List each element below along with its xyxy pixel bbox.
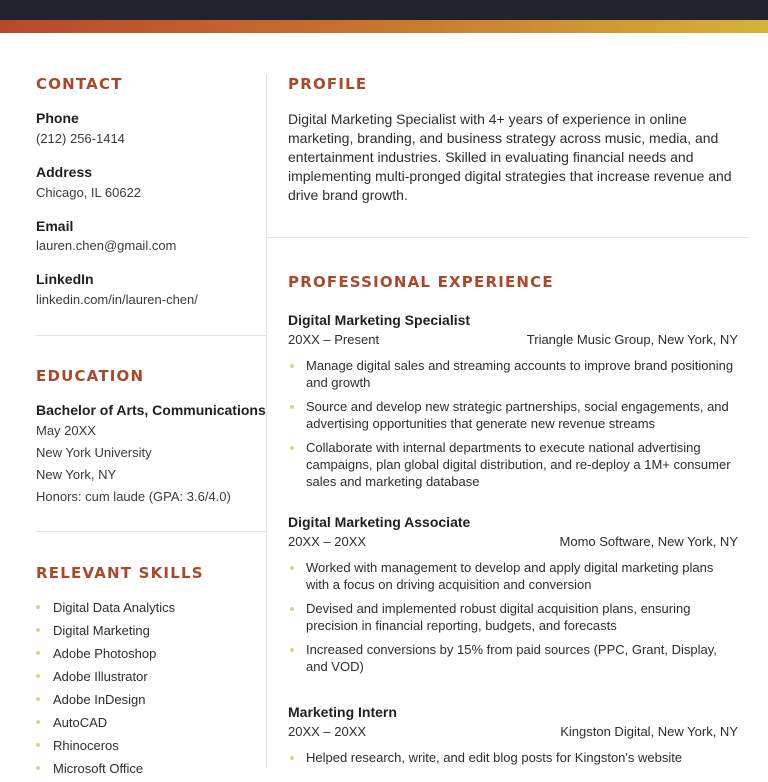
- job-company: Kingston Digital, New York, NY: [560, 724, 738, 739]
- sidebar-divider: [36, 335, 266, 336]
- phone-label: Phone: [36, 110, 79, 126]
- column-divider: [266, 74, 267, 768]
- degree: Bachelor of Arts, Communications: [36, 402, 266, 418]
- skill-item: Rhinoceros: [36, 736, 175, 759]
- linkedin-label: LinkedIn: [36, 271, 94, 287]
- job-dates: 20XX – 20XX: [288, 534, 367, 549]
- job-company: Triangle Music Group, New York, NY: [526, 332, 738, 347]
- skill-item: Digital Marketing: [36, 621, 175, 644]
- job-bullets: [288, 559, 738, 675]
- linkedin-value: linkedin.com/in/lauren-chen/: [36, 292, 198, 307]
- skill-item: Adobe Photoshop: [36, 644, 175, 667]
- job-bullets: [288, 357, 738, 490]
- email-value: lauren.chen@gmail.com: [36, 238, 177, 253]
- address-label: Address: [36, 164, 93, 180]
- job-dates: 20XX – 20XX: [288, 724, 367, 739]
- school: New York University: [36, 445, 152, 460]
- email-label: Email: [36, 218, 74, 234]
- job-dates: 20XX – Present: [288, 332, 380, 347]
- job-meta: [288, 722, 738, 742]
- bullet-item: Source and develop new strategic partnerships, social engagements, and advertising opportunities that generate new revenue streams: [288, 398, 738, 432]
- job-company: Momo Software, New York, NY: [559, 534, 738, 549]
- bullet-item: Collaborate with internal departments to execute national advertising campaigns, plan global digital distribution, and re-deploy a 1M+ consumer sales and marketing database: [288, 439, 738, 490]
- skill-item: Digital Data Analytics: [36, 598, 175, 621]
- job-title: Marketing Intern: [288, 704, 397, 720]
- job-entry: [288, 702, 738, 773]
- job-title: Digital Marketing Specialist: [288, 312, 471, 328]
- skill-item: Microsoft Office: [36, 759, 175, 782]
- bullet-item: Worked with management to develop and apply digital marketing plans with a focus on driving acquisition and conversion: [288, 559, 738, 593]
- job-meta: [288, 532, 738, 552]
- skills-list: [36, 598, 175, 782]
- job-title: Digital Marketing Associate: [288, 514, 471, 530]
- bullet-item: Manage digital sales and streaming accounts to improve brand positioning and growth: [288, 357, 738, 391]
- header-accent-bar: [0, 20, 768, 33]
- job-meta: [288, 330, 738, 350]
- bullet-item: Helped research, write, and edit blog posts for Kingston's website: [288, 749, 738, 766]
- school-location: New York, NY: [36, 467, 117, 482]
- honors: Honors: cum laude (GPA: 3.6/4.0): [36, 489, 231, 504]
- job-entry: [288, 512, 738, 682]
- profile-heading: PROFILE: [288, 75, 368, 93]
- experience-heading: PROFESSIONAL EXPERIENCE: [288, 273, 554, 291]
- job-entry: [288, 310, 738, 497]
- sidebar-divider: [36, 531, 266, 532]
- skill-item: Adobe Illustrator: [36, 667, 175, 690]
- contact-heading: CONTACT: [36, 75, 123, 93]
- skill-item: AutoCAD: [36, 713, 175, 736]
- skill-item: Adobe InDesign: [36, 690, 175, 713]
- header-dark-bar: [0, 0, 768, 20]
- education-heading: EDUCATION: [36, 367, 145, 385]
- profile-summary: Digital Marketing Specialist with 4+ years of experience in online marketing, branding, and business strategy across music, media, and entertainment industries. Skilled in evaluating financial needs and implementing multi-pronged digital strategies that increase revenue and drive brand growth.: [288, 111, 732, 203]
- main-divider: [267, 237, 749, 238]
- education-date: May 20XX: [36, 423, 96, 438]
- bullet-item: Devised and implemented robust digital acquisition plans, ensuring precision in financial reporting, budgets, and forecasts: [288, 600, 738, 634]
- skills-heading: RELEVANT SKILLS: [36, 564, 204, 582]
- bullet-item: Increased conversions by 15% from paid sources (PPC, Grant, Display, and VOD): [288, 641, 738, 675]
- address-value: Chicago, IL 60622: [36, 185, 142, 200]
- job-bullets: [288, 749, 738, 766]
- phone-value: (212) 256-1414: [36, 131, 125, 146]
